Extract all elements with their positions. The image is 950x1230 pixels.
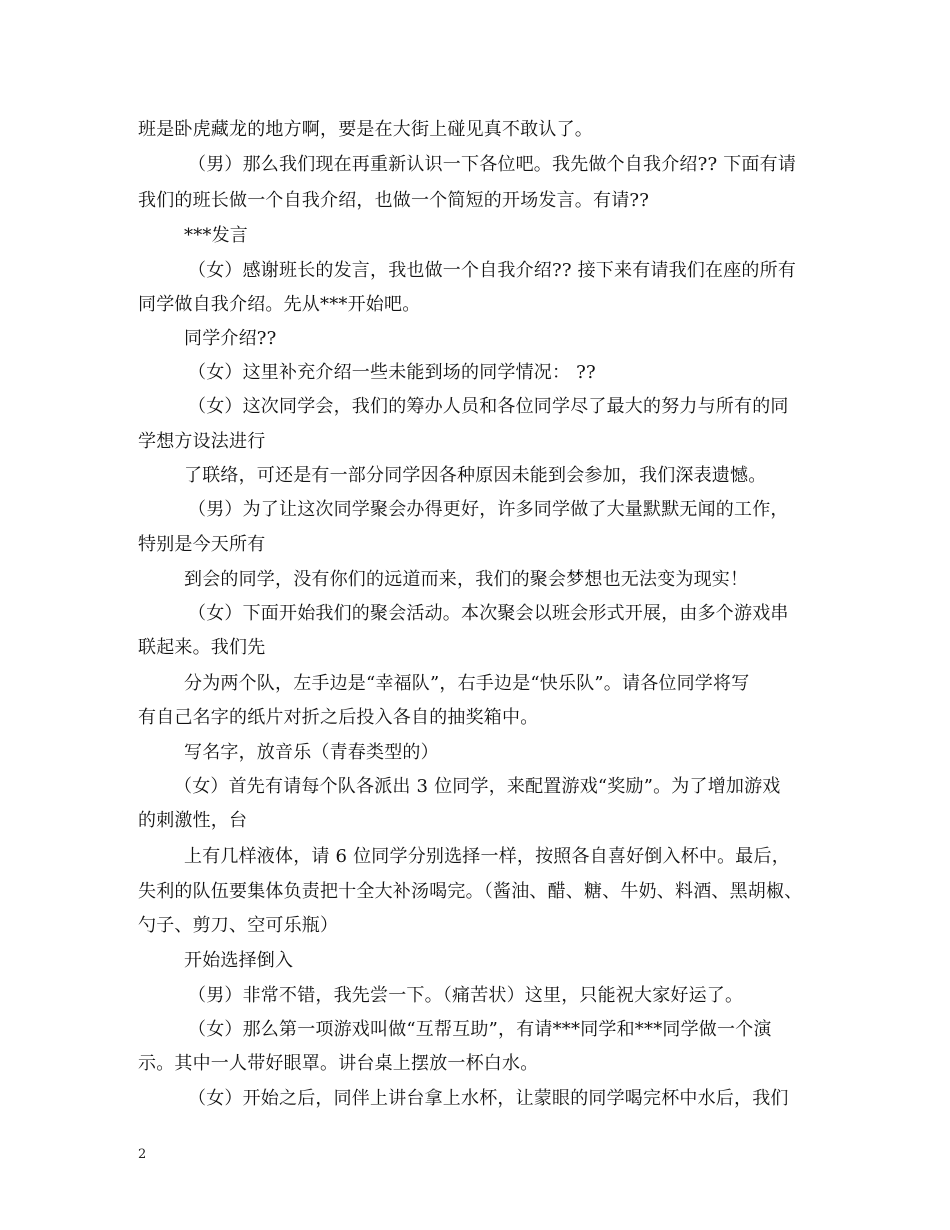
text-line: （男）那么我们现在再重新认识一下各位吧。我先做个自我介绍?? 下面有请 [188,154,797,175]
text-line: （女）这里补充介绍一些未能到场的同学情况： ?? [188,362,596,383]
text-line: 同学做自我介绍。先从***开始吧。 [138,294,421,315]
text-line: （女）感谢班长的发言，我也做一个自我介绍?? 接下来有请我们在座的所有 [188,260,797,281]
text-line: 特别是今天所有 [138,534,266,555]
text-line: （男）非常不错，我先尝一下。（痛苦状）这里，只能祝大家好运了。 [188,985,744,1006]
text-line: （女）首先有请每个队各派出 3 位同学，来配置游戏“奖励”。为了增加游戏 [174,776,781,797]
text-line: 的刺激性，台 [138,810,248,831]
text-line: 我们的班长做一个自我介绍，也做一个简短的开场发言。有请?? [138,190,650,211]
text-line: 同学介绍?? [184,328,277,349]
text-line: 上有几样液体，请 6 位同学分别选择一样，按照各自喜好倒入杯中。最后， [184,846,790,867]
text-line: 到会的同学，没有你们的远道而来，我们的聚会梦想也无法变为现实！ [184,569,749,590]
text-line: （女）那么第一项游戏叫做“互帮互助”，有请***同学和***同学做一个演 [188,1019,772,1040]
text-line: 有自己名字的纸片对折之后投入各自的抽奖箱中。 [138,707,539,728]
text-line: 分为两个队，左手边是“幸福队”，右手边是“快乐队”。请各位同学将写 [184,673,750,694]
text-line: 勺子、剪刀、空可乐瓶） [138,915,339,936]
text-line: （女）下面开始我们的聚会活动。本次聚会以班会形式开展，由多个游戏串 [188,603,789,624]
text-line: （女）开始之后，同伴上讲台拿上水杯，让蒙眼的同学喝完杯中水后，我们 [188,1088,789,1109]
text-line: 失利的队伍要集体负责把十全大补汤喝完。（酱油、醋、糖、牛奶、料酒、黑胡椒、 [138,881,803,902]
text-line: （女）这次同学会，我们的筹办人员和各位同学尽了最大的努力与所有的同 [188,396,789,417]
text-line: 写名字，放音乐（青春类型的） [184,742,439,763]
text-line: 示。其中一人带好眼罩。讲台桌上摆放一杯白水。 [138,1053,539,1074]
text-line: 学想方设法进行 [138,431,266,452]
text-line: 开始选择倒入 [184,950,294,971]
text-line: 联起来。我们先 [138,637,266,658]
text-line: （男）为了让这次同学聚会办得更好，许多同学做了大量默默无闻的工作， [188,499,789,520]
page-number: 2 [138,1147,147,1162]
text-line: 班是卧虎藏龙的地方啊，要是在大街上碰见真不敢认了。 [138,119,593,140]
text-line: ***发言 [184,225,248,246]
text-line: 了联络，可还是有一部分同学因各种原因未能到会参加，我们深表遗憾。 [184,465,767,486]
